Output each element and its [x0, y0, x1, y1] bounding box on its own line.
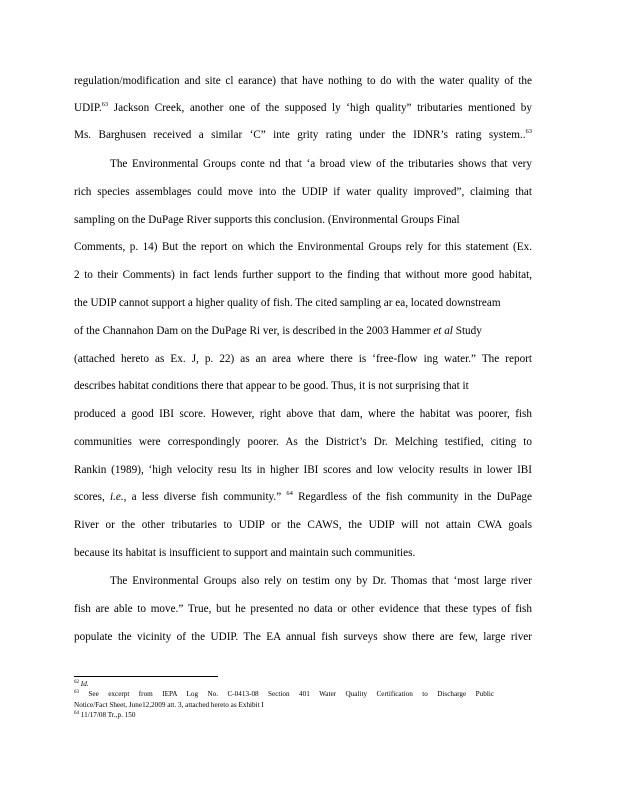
body-line-8: 2 to their Comments) in fact lends further support to the finding that without more good habitat,: [74, 269, 532, 281]
footnote-64: $^{64}$ 11/17/08 Tr.,p. 150: [74, 711, 136, 719]
footnote-ref-64: 64: [286, 490, 293, 497]
body-line-4: The Environmental Groups conte nd that ‘a broad view of the tributaries shows that very: [110, 158, 532, 170]
body-line-3: Ms. Barghusen received a similar ‘C” inte grity rating under the IDNR’s rating system..$^{63}$: [74, 128, 532, 141]
body-line-17: River or the other tributaries to UDIP or the CAWS, the UDIP will not attain CWA goals: [74, 519, 532, 531]
body-line-7: Comments, p. 14) But the report on which the Environmental Groups rely for this statement (Ex.: [74, 241, 532, 253]
body-line-13: produced a good IBI score. However, right above that dam, where the habitat was poorer, fish: [74, 408, 532, 420]
body-line-9: the UDIP cannot support a higher quality of fish. The cited sampling ar ea, located downstream: [74, 297, 501, 309]
footnote-63-cont: Notice/Fact Sheet, June12,2009 att. 3, attached hereto as Exhibit I: [74, 701, 264, 709]
footnote-ref-63b: 63: [525, 128, 532, 135]
body-line-6: sampling on the DuPage River supports this conclusion. (Environmental Groups Final: [74, 214, 460, 226]
footnote-62: $^{62}$ Id.: [74, 680, 89, 688]
body-line-18: because its habitat is insufficient to support and maintain such communities.: [74, 547, 416, 559]
body-line-5: rich species assemblages could move into the UDIP if water quality improved”, claiming that: [74, 186, 532, 198]
body-line-19: The Environmental Groups also rely on testim ony by Dr. Thomas that ‘most large river: [110, 575, 532, 587]
body-line-1: regulation/modification and site cl earance) that have nothing to do with the water quality of the: [74, 75, 532, 87]
footnote-separator: [74, 676, 218, 677]
body-line-15: Rankin (1989), ‘high velocity resu lts in higher IBI scores and low velocity results in lower IBI: [74, 464, 532, 476]
body-line-12: describes habitat conditions there that appear to be good. Thus, it is not surprising that it: [74, 380, 469, 392]
footnote-63: $^{63}$ See excerpt from IEPA Log No. C-0413-08 Section 401 Water Quality Certification to Discharge Public: [74, 690, 495, 698]
body-line-16: scores, i.e., a less diverse fish community.” $^{64}$ Regardless of the fish community in the DuPage: [74, 490, 532, 503]
italic-ie: i.e.: [109, 491, 124, 503]
body-line-20: fish are able to move.” True, but he presented no data or other evidence that these types of fish: [74, 603, 532, 615]
body-line-10: of the Channahon Dam on the DuPage Ri ver, is described in the 2003 Hammer et al Study: [74, 325, 482, 337]
body-line-14: communities were correspondingly poorer. As the District’s Dr. Melching testified, citing to: [74, 436, 532, 448]
body-line-11: (attached hereto as Ex. J, p. 22) as an area where there is ‘free-flow ing water.” The report: [74, 353, 532, 365]
body-line-21: populate the vicinity of the UDIP. The EA annual fish surveys show there are few, large river: [74, 631, 532, 643]
footnote-ref-63: 63: [101, 101, 109, 108]
italic-et-al: et al: [433, 325, 453, 337]
body-line-2: UDIP.$^{63}$ Jackson Creek, another one of the supposed ly ‘high quality” tributaries mentioned by: [74, 101, 532, 114]
